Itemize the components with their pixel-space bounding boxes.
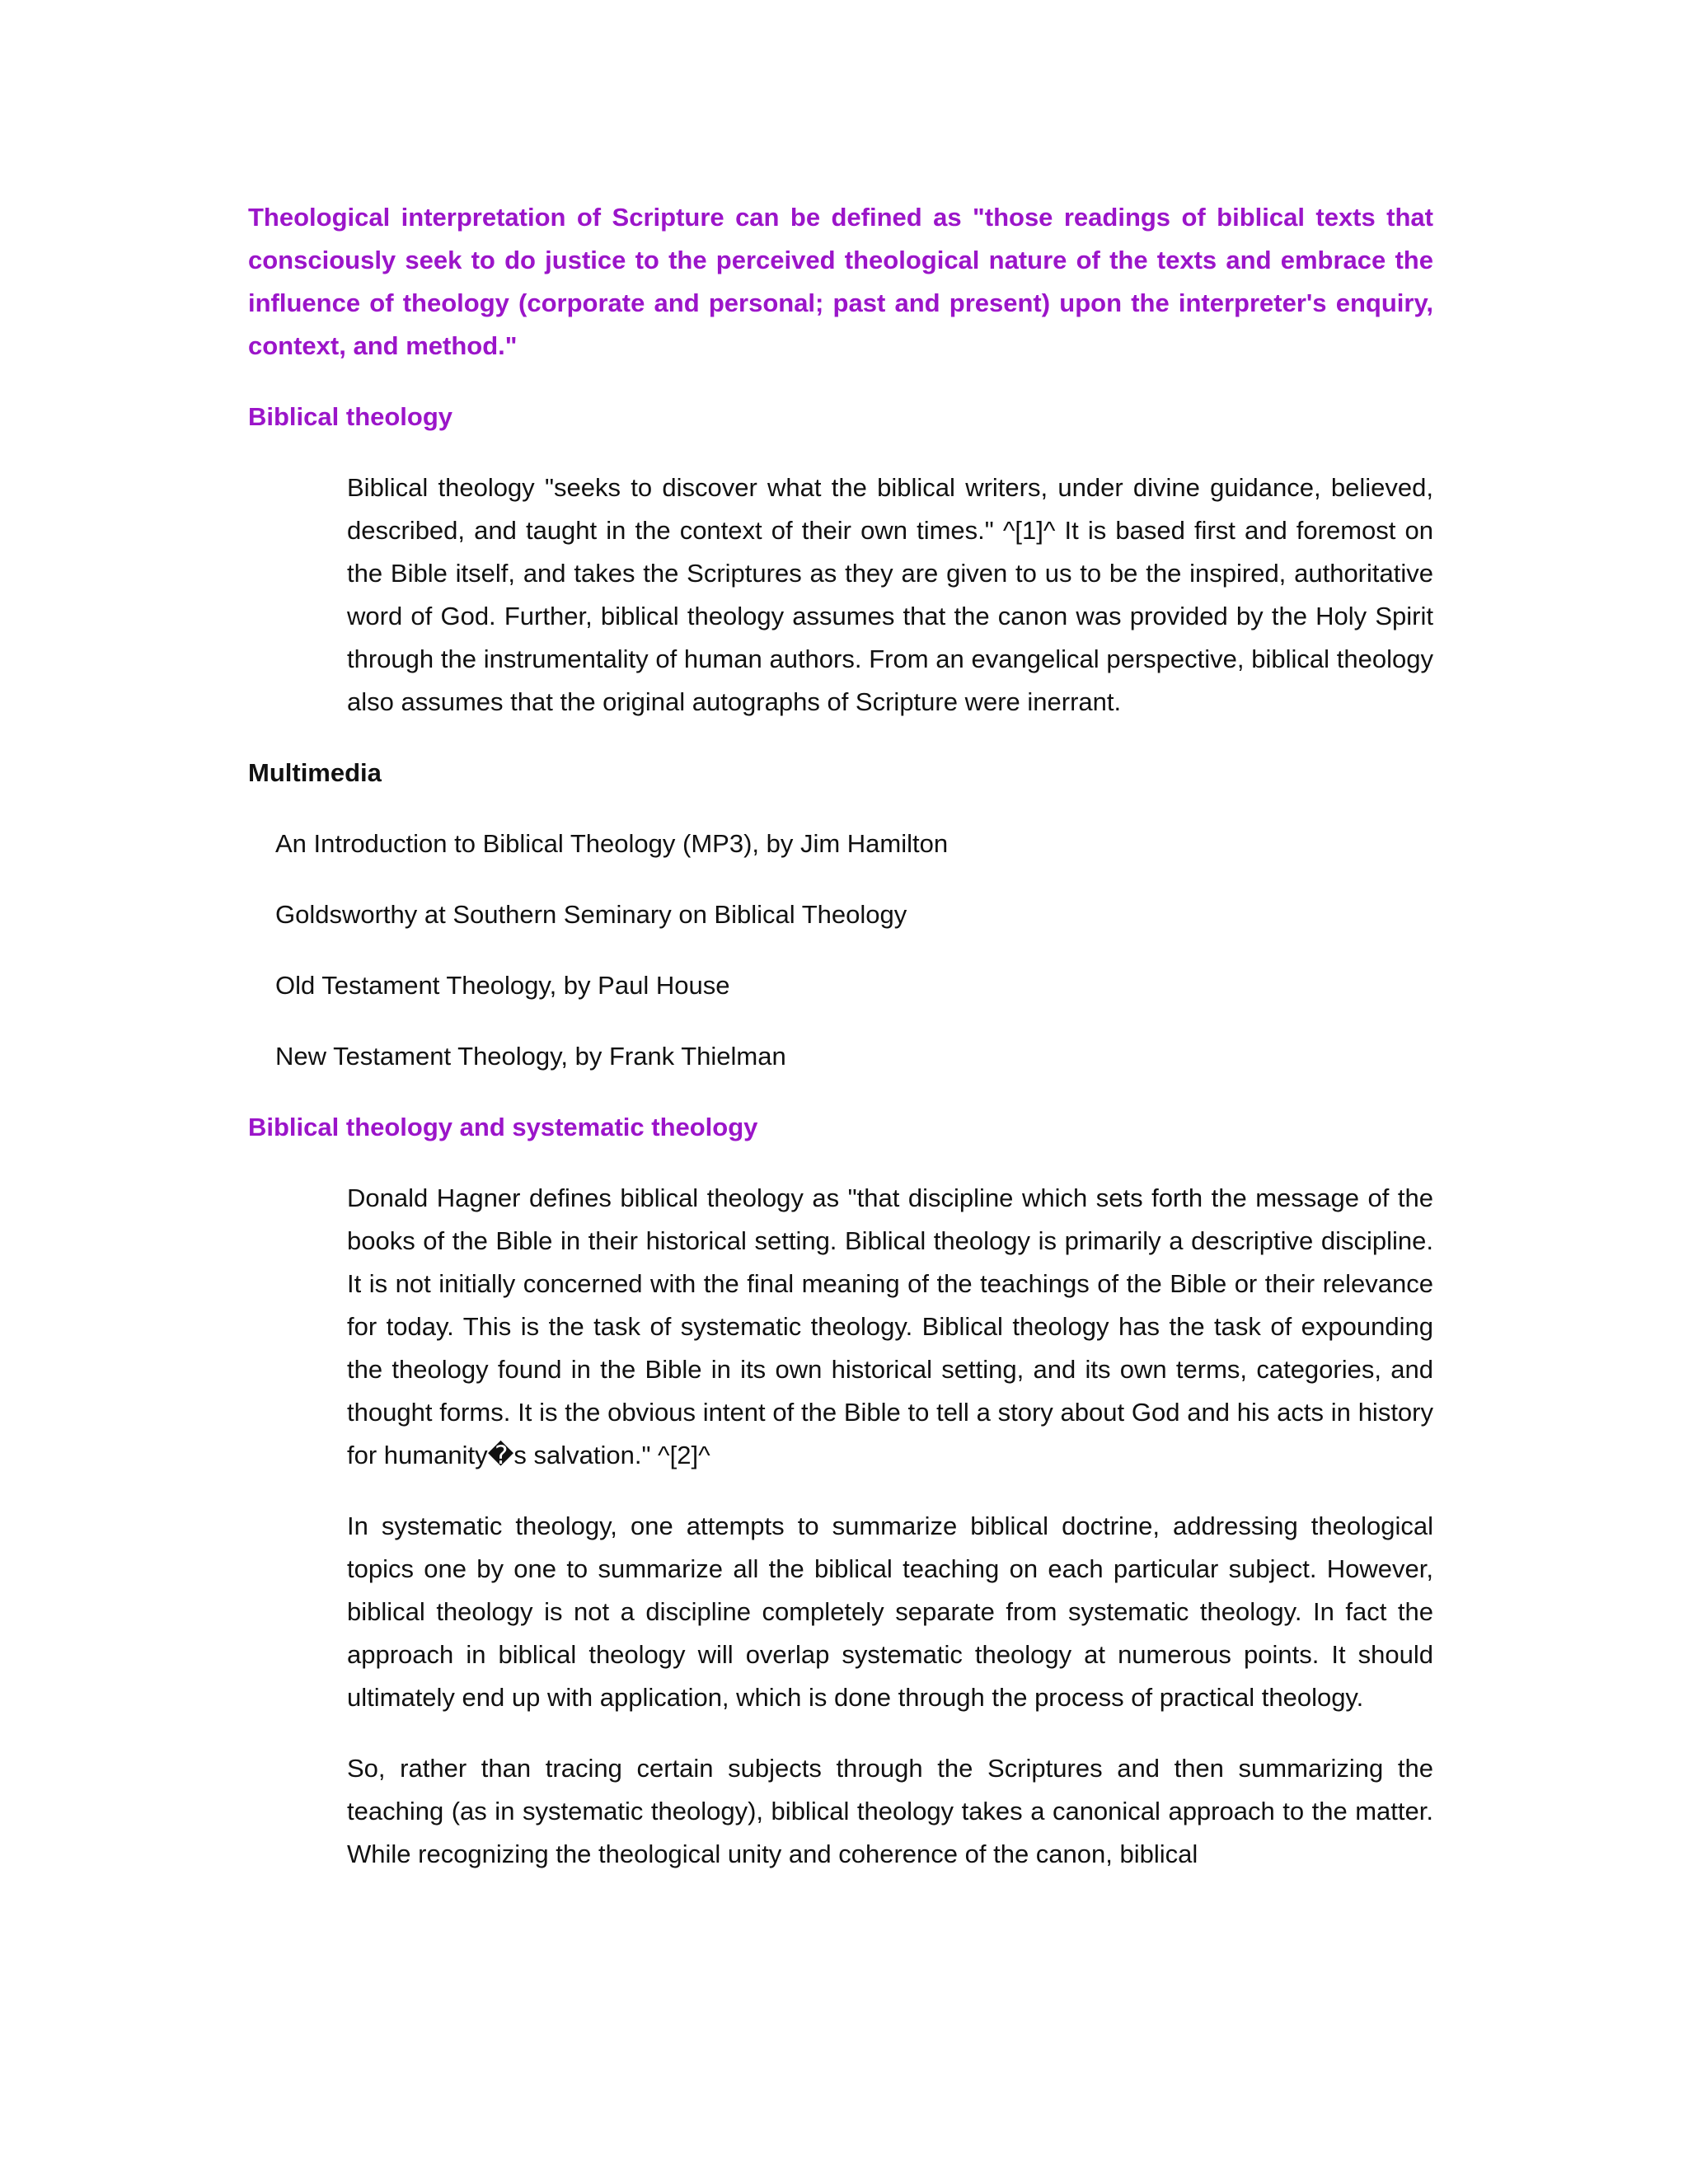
systematic-paragraph-3: So, rather than tracing certain subjects through the Scriptures and then summarizing the teaching (as in systematic theology), biblical theology takes a canonical approach to the matter. While recognizing the theological unity and coherence of the canon, biblical [347, 1754, 1433, 1868]
systematic-paragraph-2: In systematic theology, one attempts to summarize biblical doctrine, addressing theological topics one by one to summarize all the biblical teaching on each particular subject. However, biblical theology is not a discipline completely separate from systematic theology. In fact the approach in biblical theology will overlap systematic theology at numerous points. It should ultimately end up with application, which is done through the process of practical theology. [347, 1511, 1433, 1712]
section-heading-multimedia: Multimedia [248, 758, 382, 787]
multimedia-item: New Testament Theology, by Frank Thielman [275, 1042, 786, 1071]
multimedia-item: An Introduction to Biblical Theology (MP3), by Jim Hamilton [275, 829, 949, 858]
multimedia-item: Goldsworthy at Southern Seminary on Biblical Theology [275, 900, 907, 929]
section-heading-systematic-theology: Biblical theology and systematic theology [248, 1113, 758, 1141]
systematic-paragraph-1: Donald Hagner defines biblical theology as "that discipline which sets forth the message of the books of the Bible in their historical setting. Biblical theology is primarily a descriptive discipline. It is not initially concerned with the final meaning of the teachings of the Bible or their relevance for today. This is the task of systematic theology. Biblical theology has the task of expounding the theology found in the Bible in its own historical setting, and its own terms, categories, and thought forms. It is the obvious intent of the Bible to tell a story about God and his acts in history for humanity�s salvation." ^[2]^ [347, 1183, 1433, 1469]
multimedia-item: Old Testament Theology, by Paul House [275, 971, 730, 1000]
intro-paragraph: Theological interpretation of Scripture can be defined as "those readings of biblical texts that consciously seek to do justice to the perceived theological nature of the texts and embrace the influence of theology (corporate and personal; past and present) upon the interpreter's enquiry, context, and method." [248, 203, 1433, 360]
biblical-theology-paragraph: Biblical theology "seeks to discover what the biblical writers, under divine guidance, believed, described, and taught in the context of their own times." ^[1]^ It is based first and foremost on the Bible itself, and takes the Scriptures as they are given to us to be the inspired, authoritative word of God. Further, biblical theology assumes that the canon was provided by the Holy Spirit through the instrumentality of human authors. From an evangelical perspective, biblical theology also assumes that the original autographs of Scripture were inerrant. [347, 473, 1433, 716]
multimedia-list [248, 823, 1433, 1078]
document-content [248, 196, 1433, 1904]
section-heading-biblical-theology: Biblical theology [248, 402, 453, 431]
